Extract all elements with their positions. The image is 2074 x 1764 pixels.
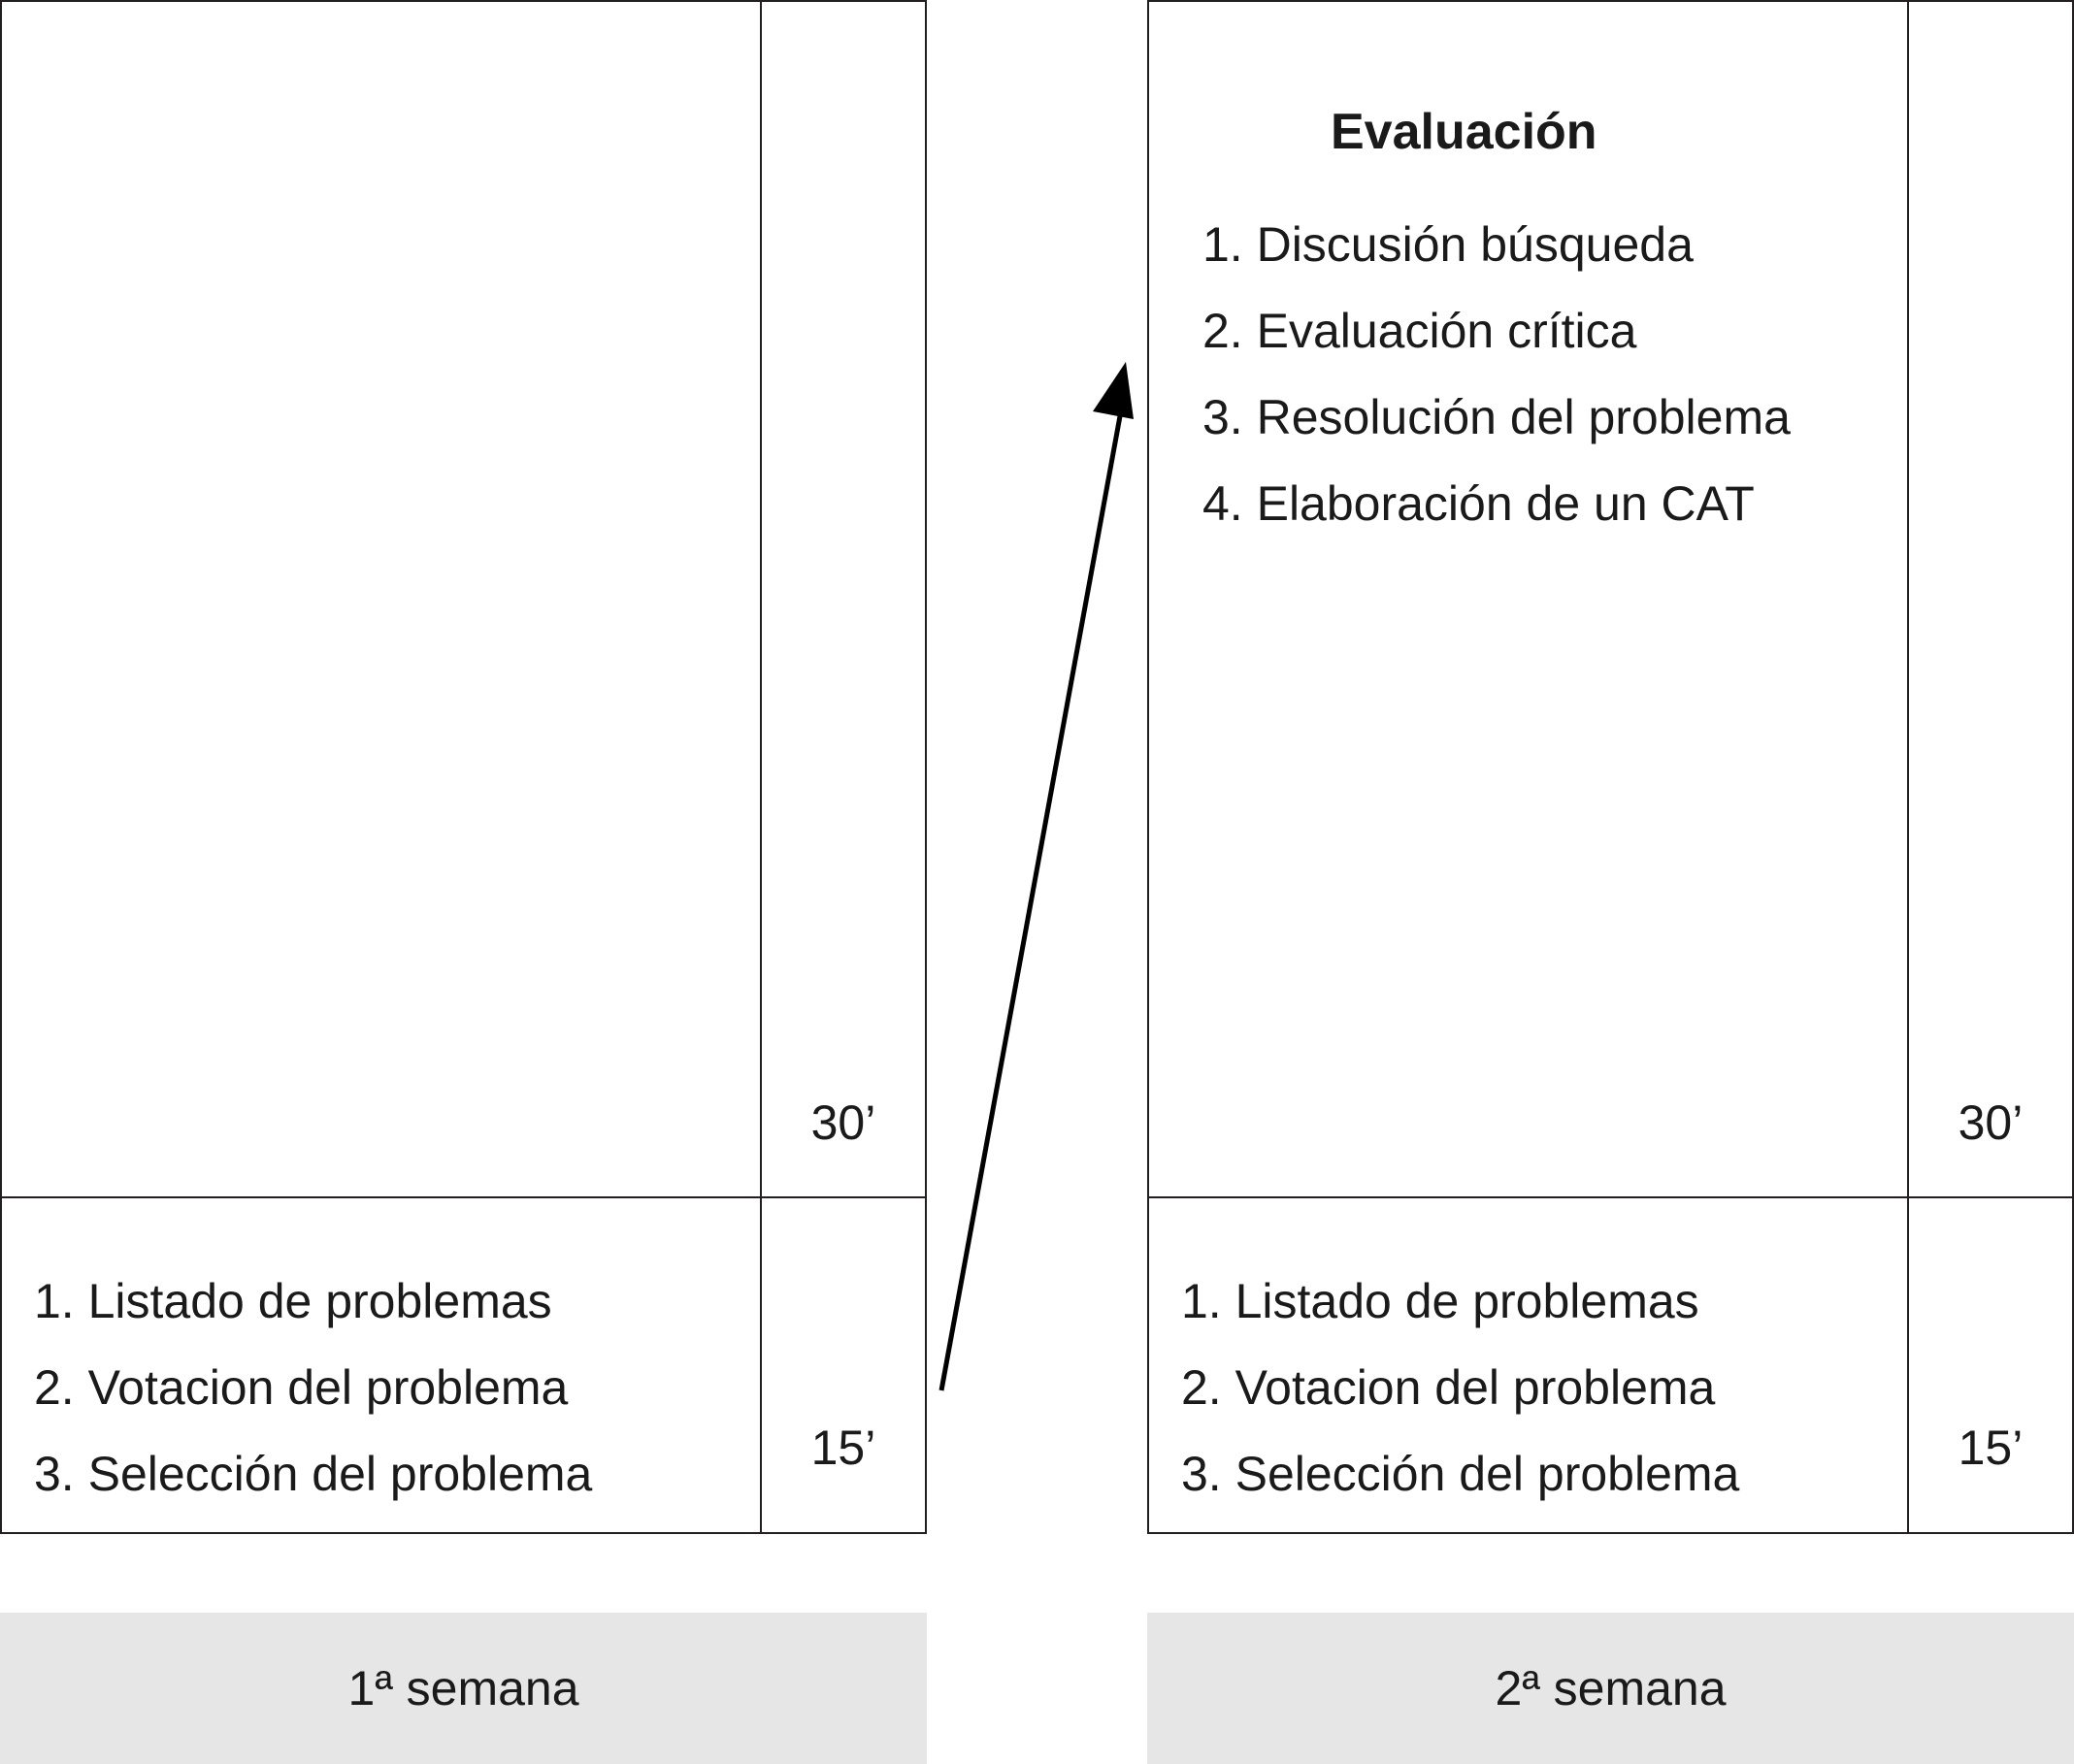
list-item: 4. Elaboración de un CAT <box>1202 476 1755 531</box>
week-1-bottom-list <box>34 1258 592 1518</box>
list-item: 3. Selección del problema <box>1181 1447 1740 1501</box>
week-1-label-bar <box>0 1613 927 1764</box>
week-2-bottom-time-cell <box>1909 1198 2072 1532</box>
week-2-column <box>1147 0 2074 1764</box>
week-2-label-bar <box>1147 1613 2074 1764</box>
week-2-bottom-activity-cell <box>1149 1198 1909 1532</box>
list-item: 3. Selección del problema <box>34 1447 593 1501</box>
week-1-schedule-table <box>0 0 927 1534</box>
list-item: 2. Evaluación crítica <box>1202 304 1637 358</box>
week-1-bottom-activity-cell <box>2 1198 762 1532</box>
list-item: 2. Votacion del problema <box>34 1360 569 1415</box>
week-1-column <box>0 0 927 1764</box>
list-item: 2. Votacion del problema <box>1181 1360 1716 1415</box>
week-2-bottom-list <box>1181 1258 1739 1518</box>
evaluation-title: Evaluación <box>1331 104 1597 160</box>
list-item: 1. Listado de problemas <box>34 1274 552 1328</box>
week-1-bottom-time-cell <box>762 1198 925 1532</box>
week-1-top-duration: 30’ <box>810 1095 876 1150</box>
week-2-top-activity-cell <box>1149 2 1909 1198</box>
week-1-top-activity-cell <box>2 2 762 1198</box>
arrow-head <box>1093 362 1134 419</box>
week-2-label: 2ª semana <box>1495 1661 1727 1715</box>
list-item: 3. Resolución del problema <box>1202 390 1791 444</box>
week-2-top-list <box>1202 202 1791 547</box>
week-2-schedule-table <box>1147 0 2074 1534</box>
week-2-top-time-cell <box>1909 2 2072 1198</box>
arrow-shaft <box>941 406 1122 1390</box>
list-item: 1. Discusión búsqueda <box>1202 217 1694 272</box>
list-item: 1. Listado de problemas <box>1181 1274 1699 1328</box>
week-1-top-time-cell <box>762 2 925 1198</box>
week-1-bottom-duration: 15’ <box>810 1421 876 1475</box>
week-2-top-duration: 30’ <box>1958 1095 2024 1150</box>
week-2-bottom-duration: 15’ <box>1958 1421 2024 1475</box>
week-1-label: 1ª semana <box>347 1661 579 1715</box>
